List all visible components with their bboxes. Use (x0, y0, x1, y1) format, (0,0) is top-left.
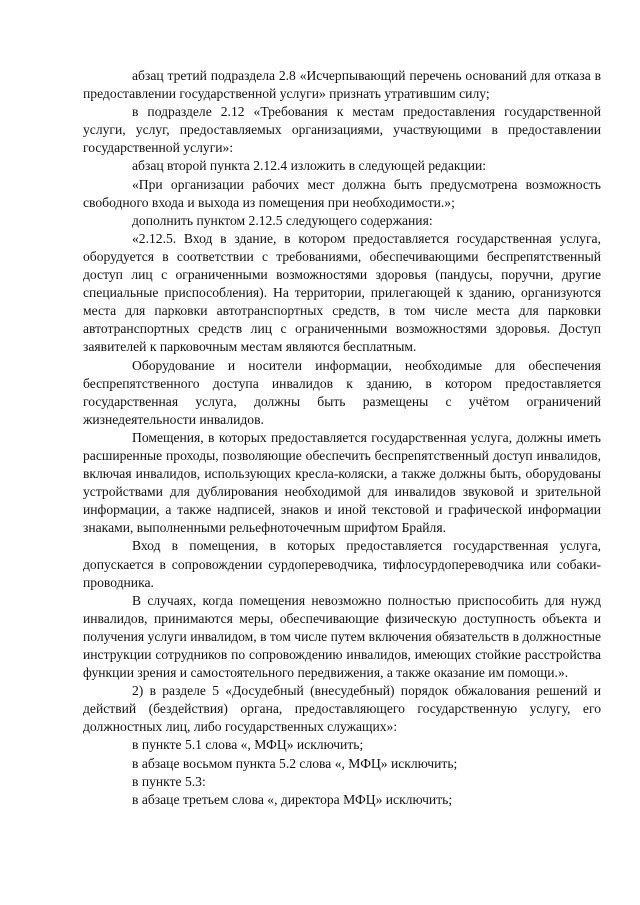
paragraph-5-1: в пункте 5.1 слова «, МФЦ» исключить; (132, 737, 364, 753)
paragraph-equipment: Оборудование и носители информации, необходимые для обеспечения беспрепятственного доступа инвалидов к зданию, в котором предоставляется государственная услуга, должны быть размещены с учётом ограничений жизнедеятельности инвалидов. (83, 357, 601, 427)
paragraph-premises: Помещения, в которых предоставляется государственная услуга, должны иметь расширенные проходы, позволяющие обеспечить беспрепятственный доступ инвалидов, включая инвалидов, использующих кресла-коляски, а также должны быть, оборудованы устройствами для дублирования необходимой для инвалидов звуковой и зрительной информации, а также надписей, знаков и иной текстовой и графической информации знаками, выполненными рельефноточечным шрифтом Брайля. (83, 429, 601, 536)
paragraph-2-12-5-intro: дополнить пунктом 2.12.5 следующего содержания: (132, 212, 433, 228)
paragraph-repeal-2-8: абзац третий подраздела 2.8 «Исчерпывающий перечень оснований для отказа в предоставлении государственной услуги» признать утратившим силу; (83, 68, 601, 102)
paragraph-entrance: Вход в помещения, в которых предоставляется государственная услуга, допускается в сопровождении сурдопереводчика, тифлосурдопереводчика или собаки-проводника. (83, 538, 601, 590)
paragraph-5-2: в абзаце восьмом пункта 5.2 слова «, МФЦ» исключить; (132, 755, 458, 771)
paragraph-5-3-third: в абзаце третьем слова «, директора МФЦ» исключить; (132, 791, 453, 807)
document-page (83, 67, 601, 809)
paragraph-2-12-4-text: «При организации рабочих мест должна быть предусмотрена возможность свободного входа и выхода из помещения при необходимости.»; (83, 176, 601, 210)
paragraph-section-5: 2) в разделе 5 «Досудебный (внесудебный) порядок обжалования решений и действий (бездействия) органа, предоставляющего государственную услугу, его должностных лиц, либо государственных служащих»: (83, 683, 601, 735)
paragraph-5-3: в пункте 5.3: (132, 773, 206, 789)
paragraph-2-12-4-intro: абзац второй пункта 2.12.4 изложить в следующей редакции: (132, 158, 487, 174)
paragraph-subsection-2-12: в подразделе 2.12 «Требования к местам предоставления государственной услуги, услуг, предоставляемых организациями, участвующими в предоставлении государственной услуги»: (83, 104, 601, 156)
paragraph-2-12-5-text: «2.12.5. Вход в здание, в котором предоставляется государственная услуга, оборудуется в соответствии с требованиями, обеспечивающими беспрепятственный доступ лиц с ограниченными возможностями здоровья (пандусы, поручни, другие специальные приспособления). На территории, прилегающей к зданию, организуются места для парковки автотранспортных средств, в том числе места для парковки автотранспортных средств лиц с ограниченными возможностями здоровья. Доступ заявителей к парковочным местам являются бесплатным. (83, 230, 601, 355)
paragraph-adaptation: В случаях, когда помещения невозможно полностью приспособить для нужд инвалидов, принимаются меры, обеспечивающие физическую доступность объекта и получения услуги инвалидом, в том числе путем включения обязательств в должностные инструкции сотрудников по сопровождению инвалидов, имеющих стойкие расстройства функции зрения и самостоятельного передвижения, а также оказание им помощи.». (83, 592, 601, 681)
